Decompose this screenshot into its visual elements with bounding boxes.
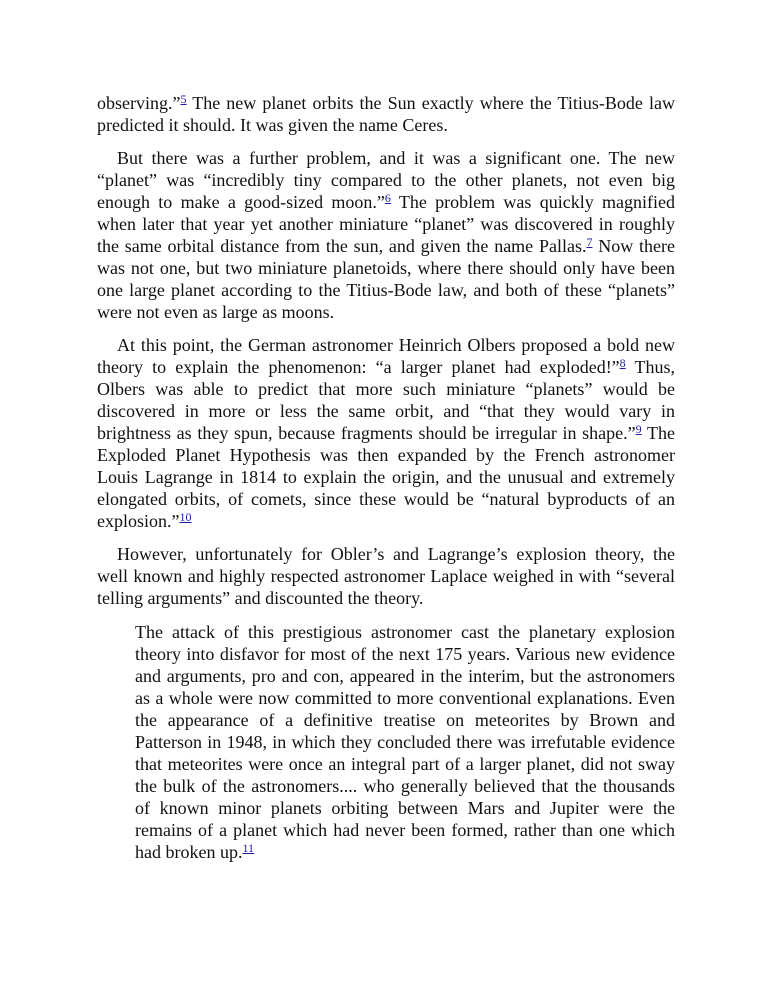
paragraph-4	[97, 543, 675, 609]
document-page	[97, 92, 675, 863]
text-run: The problem was quickly magnified when later that year yet another miniature “planet” was discovered in roughly the same orbital distance from the sun, and given the name Pallas.	[97, 192, 675, 256]
text-run: The new planet orbits the Sun exactly where the Titius-Bode law predicted it should. It was given the name Ceres.	[97, 93, 675, 135]
footnote-link-8[interactable]: 8	[619, 356, 626, 370]
paragraph-3	[97, 334, 675, 532]
text-run: The attack of this prestigious astronomer cast the planetary explosion theory into disfavor for most of the next 175 years. Various new evidence and arguments, pro and con, appeared in the interim, but the astronomers as a whole were now committed to more conventional explanations. Even the appearance of a definitive treatise on meteorites by Brown and Patterson in 1948, in which they concluded there was irrefutable evidence that meteorites were once an integral part of a larger planet, did not sway the bulk of the astronomers.... who generally believed that the thousands of known minor planets orbiting between Mars and Jupiter were the remains of a planet which had never been formed, rather than one which had broken up.	[135, 622, 675, 862]
text-run: At this point, the German astronomer Heinrich Olbers proposed a bold new theory to explain the phenomenon: “a larger planet had exploded!”	[97, 335, 675, 377]
text-run: However, unfortunately for Obler’s and Lagrange’s explosion theory, the well known and highly respected astronomer Laplace weighed in with “several telling arguments” and discounted the theory.	[97, 544, 675, 608]
paragraph-1	[97, 92, 675, 136]
footnote-ref-10	[180, 510, 192, 524]
text-run: But there was a further problem, and it was a significant one. The new “planet” was “incredibly tiny compared to the other planets, not even big enough to make a good-sized moon.”	[97, 148, 675, 212]
footnote-link-10[interactable]: 10	[179, 510, 192, 524]
text-run: observing.”	[97, 93, 181, 113]
footnote-link-5[interactable]: 5	[180, 92, 187, 106]
text-run: The Exploded Planet Hypothesis was then expanded by the French astronomer Louis Lagrange in 1814 to explain the origin, and the unusual and extremely elongated orbits, of comets, since these would be “natural byproducts of an explosion.”	[97, 423, 675, 531]
footnote-link-6[interactable]: 6	[384, 191, 391, 205]
footnote-link-11[interactable]: 11	[242, 841, 255, 855]
block-quote	[135, 621, 675, 863]
footnote-link-9[interactable]: 9	[635, 422, 642, 436]
text-run: Thus, Olbers was able to predict that more such miniature “planets” would be discovered in more or less the same orbit, and “that they would vary in brightness as they spun, because fragments should be irregular in shape.”	[97, 357, 675, 443]
footnote-link-7[interactable]: 7	[586, 235, 593, 249]
paragraph-2	[97, 147, 675, 323]
text-run: Now there was not one, but two miniature planetoids, where there should only have been one large planet according to the Titius-Bode law, and both of these “planets” were not even as large as moons.	[97, 236, 675, 322]
footnote-ref-11	[242, 841, 254, 855]
